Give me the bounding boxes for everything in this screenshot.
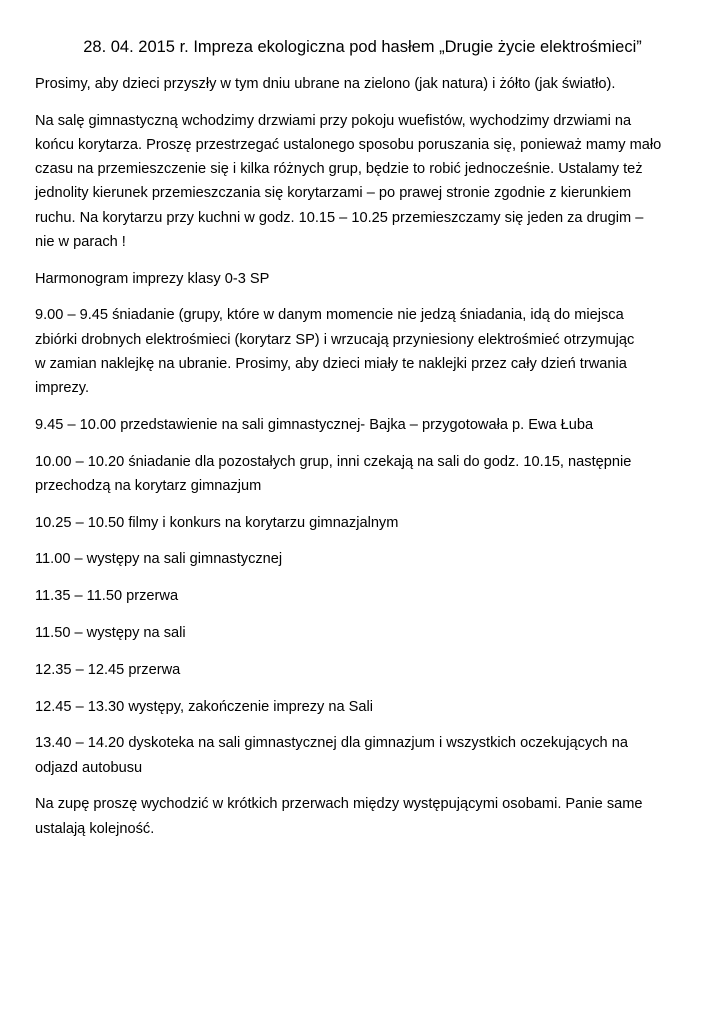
- paragraph: [35, 731, 695, 779]
- text-line: 10.00 – 10.20 śniadanie dla pozostałych grup, inni czekają na sali do godz. 10.15, następnie: [35, 453, 632, 470]
- text-line: czasu na przemieszczenie się i kilka różnych grup, będzie to robić jednocześnie. Ustalamy też: [35, 161, 643, 178]
- document-title: 28. 04. 2015 r. Impreza ekologiczna pod hasłem „Drugie życie elektrośmieci”: [83, 38, 642, 56]
- text-line: 10.25 – 10.50 filmy i konkurs na korytarzu gimnazjalnym: [35, 514, 399, 531]
- text-line: ruchu. Na korytarzu przy kuchni w godz. 10.15 – 10.25 przemieszczamy się jeden za drugim –: [35, 209, 644, 226]
- paragraph: [35, 450, 695, 498]
- text-line: Na salę gimnastyczną wchodzimy drzwiami przy pokoju wuefistów, wychodzimy drzwiami na: [35, 112, 632, 129]
- text-line: Harmonogram imprezy klasy 0-3 SP: [35, 270, 270, 287]
- text-line: 9.45 – 10.00 przedstawienie na sali gimnastycznej- Bajka – przygotowała p. Ewa Łuba: [35, 416, 594, 433]
- text-line: przechodzą na korytarz gimnazjum: [35, 477, 262, 494]
- text-line: 9.00 – 9.45 śniadanie (grupy, które w danym momencie nie jedzą śniadania, idą do miejsca: [35, 307, 624, 324]
- text-line: końcu korytarza. Proszę przestrzegać ustalonego sposobu poruszania się, ponieważ mamy mało: [35, 137, 662, 153]
- text-line: 13.40 – 14.20 dyskoteka na sali gimnastycznej dla gimnazjum i wszystkich oczekujących na: [35, 735, 628, 752]
- paragraph: [35, 72, 695, 96]
- paragraph: [35, 413, 695, 437]
- paragraph: [35, 109, 695, 254]
- text-line: 12.45 – 13.30 występy, zakończenie imprezy na Sali: [35, 698, 374, 715]
- paragraph: [35, 547, 695, 571]
- text-line: imprezy.: [35, 380, 90, 397]
- text-line: Na zupę proszę wychodzić w krótkich przerwach między występującymi osobami. Panie same: [35, 796, 643, 813]
- paragraph: [35, 792, 695, 840]
- text-line: odjazd autobusu: [35, 759, 143, 776]
- paragraph: [35, 621, 695, 645]
- text-line: 11.50 – występy na sali: [35, 625, 186, 641]
- text-line: nie w parach !: [35, 233, 126, 250]
- text-line: 11.00 – występy na sali gimnastycznej: [35, 551, 283, 568]
- paragraph: [35, 511, 695, 535]
- text-line: w zamian naklejkę na ubranie. Prosimy, aby dzieci miały te naklejki przez cały dzień trwania: [35, 355, 627, 372]
- paragraph: [35, 658, 695, 682]
- text-line: zbiórki drobnych elektrośmieci (korytarz SP) i wrzucają przyniesiony elektrośmieć otrzymując: [35, 331, 635, 348]
- paragraph: [35, 695, 695, 719]
- paragraph: [35, 303, 695, 400]
- text-line: 11.35 – 11.50 przerwa: [35, 588, 179, 605]
- paragraph: [35, 584, 695, 608]
- text-line: jednolity kierunek przemieszczania się korytarzami – po prawej stronie zgodnie z kierunkiem: [35, 185, 632, 202]
- paragraph: [35, 267, 695, 291]
- text-line: ustalają kolejność.: [35, 820, 155, 837]
- text-line: Prosimy, aby dzieci przyszły w tym dniu ubrane na zielono (jak natura) i żółto (jak światło).: [35, 76, 616, 92]
- text-line: 12.35 – 12.45 przerwa: [35, 661, 181, 678]
- document-body: [35, 72, 695, 853]
